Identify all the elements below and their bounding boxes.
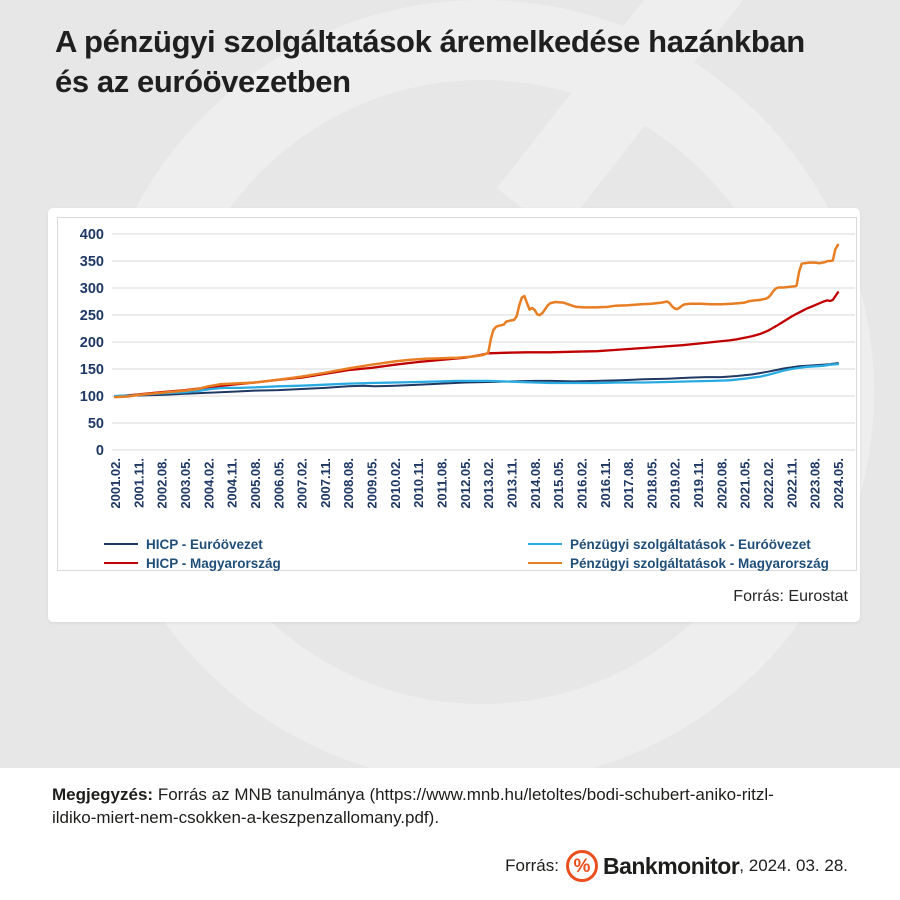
x-axis-tick-label: 2012.05. [457, 458, 473, 509]
chart-card [48, 208, 860, 622]
legend-marker-finserv-eurozone [528, 543, 562, 546]
page-title-line1: A pénzügyi szolgáltatások áremelkedése hazánkban [55, 24, 805, 59]
x-axis-tick-label: 2011.08. [434, 458, 450, 508]
y-axis-tick-label: 400 [79, 227, 104, 243]
x-axis-tick-label: 2019.11. [691, 458, 707, 508]
bankmonitor-wordmark: Bankmonitor [602, 852, 740, 879]
legend-item-finserv-eurozone [528, 536, 811, 552]
x-axis-tick-label: 2004.02. [201, 458, 217, 509]
x-axis-tick-label: 2014.08. [527, 458, 543, 509]
x-axis-tick-label: 2003.05. [177, 458, 193, 509]
x-axis-tick-label: 2008.08. [341, 458, 357, 509]
legend-label: HICP - Magyarország [146, 555, 281, 571]
brand-line [505, 850, 848, 882]
price-index-line-chart [58, 218, 856, 570]
series-line-3 [115, 245, 838, 397]
x-axis-tick-label: 2017.08. [621, 458, 637, 509]
x-axis-tick-label: 2022.02. [761, 458, 777, 509]
percent-glyph: % [573, 855, 591, 877]
page-title [55, 22, 855, 102]
note-label: Megjegyzés: [52, 785, 154, 804]
x-axis-tick-label: 2023.08. [807, 458, 823, 509]
y-axis-tick-label: 0 [95, 443, 104, 459]
x-axis-tick-label: 2009.05. [364, 458, 380, 509]
x-axis-tick-label: 2007.11. [317, 458, 333, 508]
x-axis-tick-label: 2005.08. [247, 458, 263, 509]
x-axis-tick-label: 2019.02. [667, 458, 683, 509]
y-axis-tick-label: 100 [79, 389, 104, 405]
legend-marker-hicp-eurozone [104, 543, 138, 546]
footer-source-label: Forrás: [505, 856, 559, 875]
x-axis-tick-label: 2007.02. [294, 458, 310, 509]
x-axis-tick-label: 2010.02. [387, 458, 403, 509]
x-axis-tick-label: 2001.11. [131, 458, 147, 508]
y-axis-tick-label: 50 [87, 416, 104, 432]
chart-frame [57, 217, 857, 571]
legend-item-finserv-hungary [528, 555, 829, 571]
y-axis-tick-label: 250 [79, 308, 104, 324]
y-axis-tick-label: 200 [79, 335, 104, 351]
legend-label: Pénzügyi szolgáltatások - Magyarország [570, 555, 829, 571]
chart-legend [58, 534, 856, 570]
x-axis-tick-label: 2021.05. [737, 458, 753, 509]
legend-label: Pénzügyi szolgáltatások - Euróövezet [570, 536, 811, 552]
legend-marker-hicp-hungary [104, 562, 138, 565]
page-title-line2: és az euróövezetben [55, 64, 351, 99]
x-axis-tick-label: 2015.05. [551, 458, 567, 509]
y-axis-tick-label: 300 [79, 281, 104, 297]
footer-date: , 2024. 03. 28. [739, 856, 848, 875]
x-axis-tick-label: 2020.08. [714, 458, 730, 509]
note-body: Forrás az MNB tanulmánya (https://www.mnb.hu/letoltes/bodi-schubert-aniko-ritzl-ildiko-miert-nem-csokken-a-keszpenzallomany.pdf). [52, 785, 774, 827]
y-axis-tick-label: 350 [79, 254, 104, 270]
x-axis-tick-label: 2016.02. [574, 458, 590, 509]
x-axis-tick-label: 2013.02. [481, 458, 497, 509]
chart-source: Forrás: Eurostat [733, 588, 848, 605]
x-axis-tick-label: 2013.11. [504, 458, 520, 508]
legend-item-hicp-eurozone [104, 536, 263, 552]
x-axis-tick-label: 2022.11. [784, 458, 800, 508]
x-axis-tick-label: 2002.08. [154, 458, 170, 509]
x-axis-tick-label: 2004.11. [224, 458, 240, 508]
x-axis-tick-label: 2016.11. [597, 458, 613, 508]
x-axis-tick-label: 2018.05. [644, 458, 660, 509]
legend-marker-finserv-hungary [528, 562, 562, 565]
legend-label: HICP - Euróövezet [146, 536, 263, 552]
legend-item-hicp-hungary [104, 555, 281, 571]
note-text [52, 783, 792, 829]
x-axis-tick-label: 2010.11. [411, 458, 427, 508]
x-axis-tick-label: 2001.02. [108, 458, 123, 509]
x-axis-tick-label: 2024.05. [831, 458, 846, 509]
x-axis-tick-label: 2006.05. [271, 458, 287, 509]
y-axis-tick-label: 150 [79, 362, 104, 378]
footer [0, 768, 900, 900]
bankmonitor-percent-icon [566, 850, 598, 882]
